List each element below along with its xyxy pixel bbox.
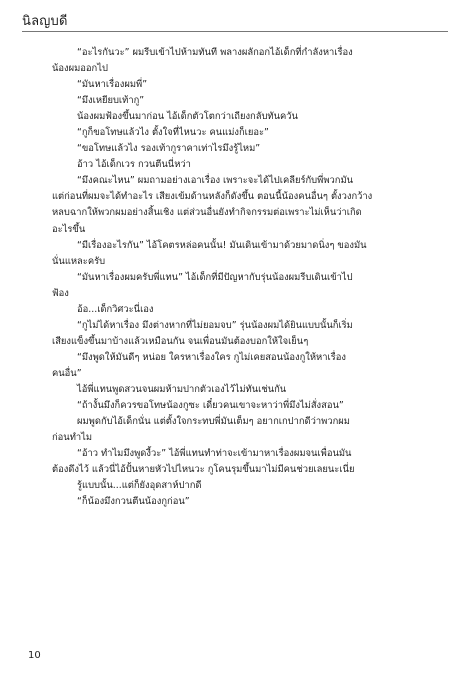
- text-line: เสียงแข็งขึ้นมาบ้างแล้วเหมือนกัน จนเพื่อนมันต้องบอกให้ใจเย็นๆ: [52, 335, 309, 347]
- text-line: “กูก็ขอโทษแล้วไง ตั้งใจที่ไหนวะ คนแม่งก็เยอะ”: [77, 127, 269, 139]
- text-line: อ้อ...เด็กวิศวะนี่เอง: [77, 303, 154, 315]
- text-line: ไอ้พี่แทนพูดสวนจนผมห้ามปากตัวเองไว้ไม่ทันเช่นกัน: [77, 383, 287, 395]
- text-line: “มึงพูดให้มันดีๆ หน่อย ใครหาเรื่องใคร กูไม่เคยสอนน้องกูให้หาเรื่อง: [77, 351, 346, 363]
- text-line: “อะไรกันวะ” ผมรีบเข้าไปห้ามทันที พลางผลักอกไอ้เด็กที่กำลังหาเรื่อง: [77, 47, 353, 58]
- body-text: [52, 45, 437, 510]
- text-line: คนอื่น”: [52, 367, 82, 379]
- text-line: หลบฉากให้พวกผมอย่างสิ้นเชิง แต่ส่วนอื่นยังทำกิจกรรมต่อเพราะไม่เห็นว่าเกิด: [52, 207, 362, 219]
- text-line: “มึงเหยียบเท้ากู”: [77, 95, 145, 107]
- page-number: 10: [28, 650, 41, 661]
- header-rule: [22, 31, 448, 32]
- text-line: ผมพูดกับไอ้เด็กนั่น แต่ตั้งใจกระทบพี่มันเต็มๆ อยากเกปากดีว่าพวกผม: [77, 416, 350, 428]
- text-line: น้องผมออกไป: [52, 63, 108, 75]
- text-line: “ขอโทษแล้วไง รองเท้ากูราคาเท่าไรมึงรู้ไหม”: [77, 143, 261, 155]
- text-line: “มึงคณะไหน” ผมถามอย่างเอาเรื่อง เพราะจะได้ไปเคลียร์กับพี่พวกมัน: [77, 175, 354, 187]
- text-line: แต่ก่อนที่ผมจะได้ทำอะไร เสียงเข้มด้านหลังก็ดังขึ้น ตอนนี้น้องคนอื่นๆ ตั้งวงกว้าง: [52, 191, 373, 203]
- text-line: “ก็น้องมึงกวนตีนน้องกูก่อน”: [77, 496, 190, 508]
- text-line: “มันหาเรื่องผมพี่”: [77, 79, 148, 91]
- text-line: “กูไม่ได้หาเรื่อง มึงต่างหากที่ไม่ยอมจบ” รุ่นน้องผมได้ยินแบบนั้นก็เริ่ม: [77, 319, 353, 331]
- text-line: ก่อนทำไม: [52, 432, 93, 444]
- text-line: รู้แบบนั้น...แต่ก็ยังอุดสาห์ปากดี: [77, 480, 202, 492]
- text-line: นั่นแหละครับ: [52, 255, 106, 267]
- text-line: อะไรขึ้น: [52, 223, 86, 235]
- text-line: “มันหาเรื่องผมครับพี่แทน” ไอ้เด็กที่มีปัญหากับรุ่นน้องผมรีบเดินเข้าไป: [77, 271, 353, 283]
- text-line: อ้าว ไอ้เด็กเวร กวนตีนนี่หว่า: [77, 159, 191, 171]
- text-line: น้องผมฟ้องขึ้นมาก่อน ไอ้เด็กตัวโตกว่าเถียงกลับทันควัน: [77, 111, 298, 123]
- text-line: “ถ้างั้นมึงก็ควรขอโทษน้องกูซะ เดี๋ยวคนเขาจะหาว่าพี่มึงไม่สั่งสอน”: [77, 400, 344, 412]
- text-line: ต้องดึงไว้ แล้วนี่ไอ้ปั้นหายหัวไปไหนวะ กูโคนรุมขึ้นมาไม่มีคนช่วยเลยนะเนี่ย: [52, 464, 355, 476]
- text-line: ฟ้อง: [52, 287, 69, 299]
- text-line: “อ้าว ทำไมมึงพูดงี้วะ” ไอ้พี่แทนทำท่าจะเข้ามาหาเรื่องผมจนเพื่อนมัน: [77, 448, 352, 460]
- running-header: นิลญบดี: [22, 14, 68, 29]
- text-line: “มีเรื่องอะไรกัน” ไอ้โคตรหล่อคนนั้น! มันเดินเข้ามาด้วยมาดนิ่งๆ ของมัน: [77, 239, 367, 251]
